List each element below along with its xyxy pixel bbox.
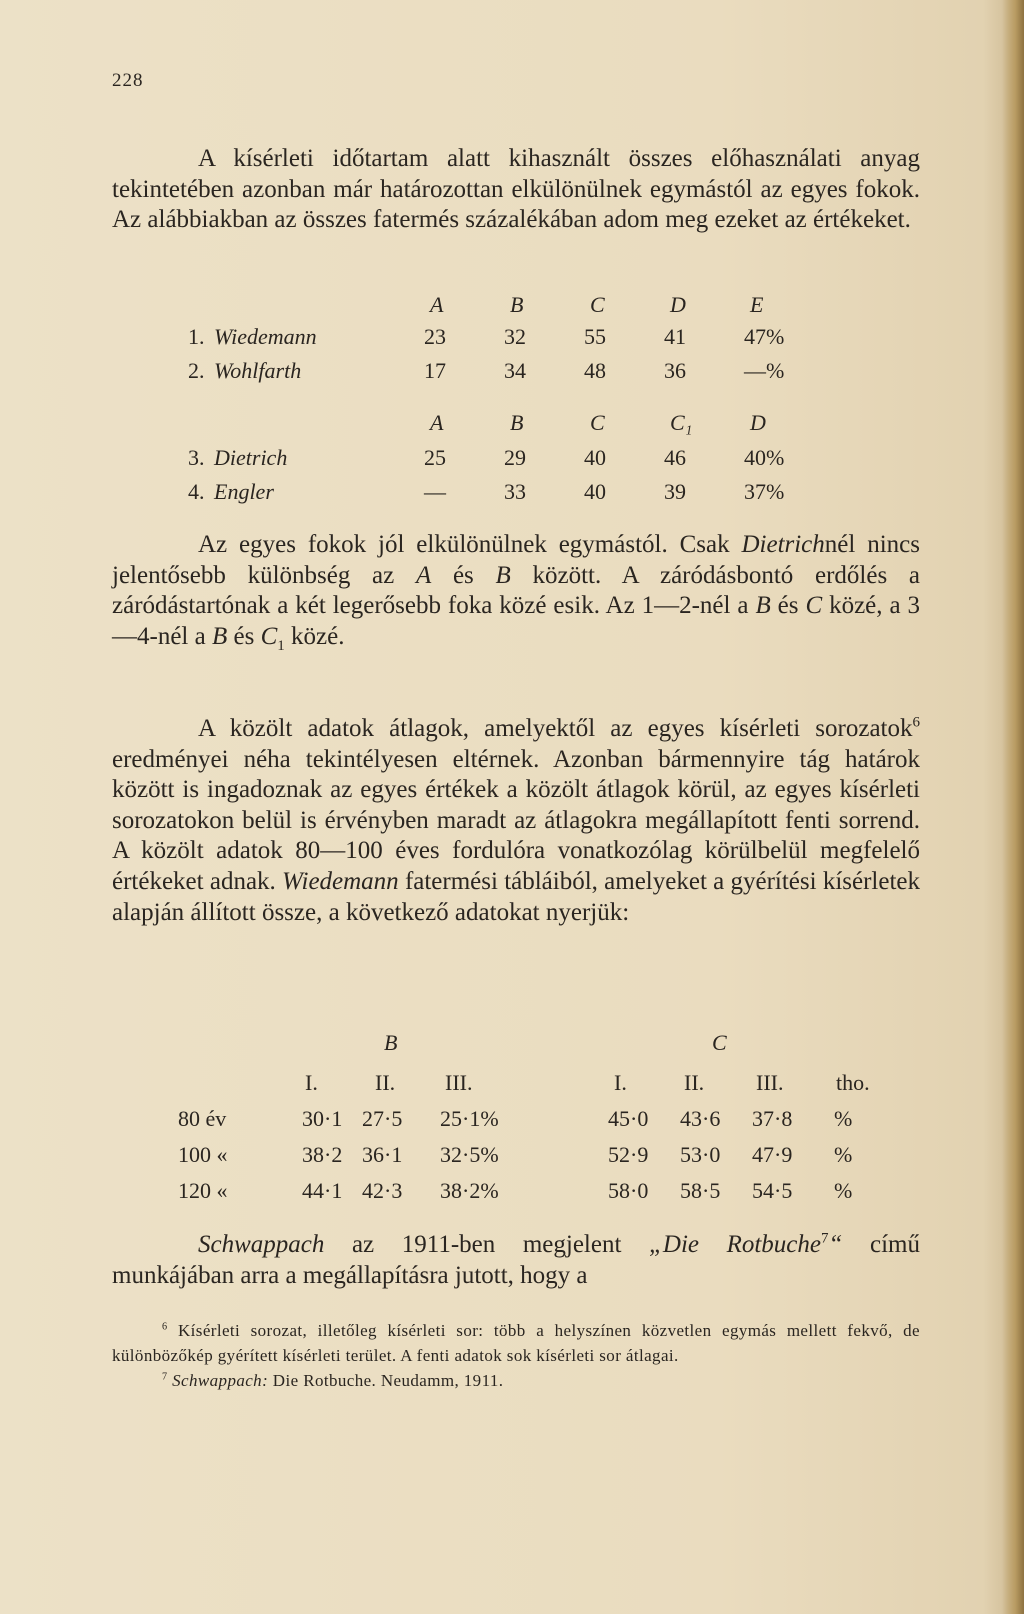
table-cell: —% [744,358,785,383]
book-title: „Die Rotbuche [649,1231,821,1258]
table-cell: 58·5 [680,1178,721,1203]
column-header: B [510,410,524,435]
row-author: Wohlfarth [214,358,302,383]
table-cell: 25·1% [440,1106,499,1131]
table-cell: 40 [584,445,606,470]
row-label: 100 « [178,1142,228,1167]
table-cell: 42·3 [362,1178,403,1203]
row-number: 3. [188,445,205,470]
table-cell: 44·1 [302,1178,343,1203]
column-header: C₁ [670,410,693,435]
table-cell: 38·2% [440,1178,499,1203]
author-dietrich: Dietrich [741,531,825,558]
column-header: tho. [836,1070,870,1095]
row-author: Engler [214,479,274,504]
table-cell: % [834,1142,853,1167]
table-cell: 46 [664,445,686,470]
row-label: 80 év [178,1106,227,1131]
table-cell: 54·5 [752,1178,793,1203]
intro-paragraph [112,144,920,236]
footnotes [112,1318,920,1393]
column-header: D [670,292,686,317]
table-cell: 37% [744,479,785,504]
paragraph-3: A közölt adatok átlagok, amelyektől az egyes kísérleti sorozatok$^6$ eredményei néha tekintélyesen eltérnek. Azonban bármennyire tág határok között is ingadoznak az egyes értékek a közölt átlagok körül, az egyes kísérleti sorozatokon belül is érvényben maradt az átlagokra megállapított fenti sorrend. A közölt adatok 80—100 éves fordulóra vonatkozólag körülbelül megfelelő értékeket adnak. Wiedemann fatermési tábláiból, amelyeket a gyérítési kísérletek alapján állított össze, a következő adatokat nyerjük: [112,714,921,926]
table-cell: 47·9 [752,1142,793,1167]
table-cell: 52·9 [608,1142,649,1167]
table-cell: 36 [664,358,686,383]
author-schwappach: Schwappach [198,1231,325,1258]
table-cell: 58·0 [608,1178,649,1203]
row-author: Dietrich [214,445,288,470]
table-cell: 43·6 [680,1106,721,1131]
footnote-ref-7: 7 [821,1230,829,1247]
table-cell: 34 [504,358,526,383]
column-header: C [590,410,605,435]
footnote-7: $^7$ Schwappach: Die Rotbuche. Neudamm, 1911. [162,1371,504,1390]
page-number: 228 [112,70,144,91]
page-edge-shadow [1002,0,1024,1614]
table-cell: % [834,1178,853,1203]
table-cell: 38·2 [302,1142,343,1167]
paragraph-4: Schwappach az 1911-ben megjelent „Die Rotbuche$^7$“ című munkájában arra a megállapításra jutott, hogy a [112,1230,920,1289]
paragraph-2: Az egyes fokok jól elkülönülnek egymástól. Csak Dietrichnél nincs jelentősebb különbség az A és B között. A záródásbontó erdőlés a záródástartónak a két legerősebb foka közé esik. Az 1—2-nél a B és C közé, a 3—4-nél a B és $C_1$ közé. [112,531,920,654]
footnote-ref-6: 6 [912,714,920,731]
table-cell: 45·0 [608,1106,649,1131]
table-cell: 41 [664,324,686,349]
group-header-c: C [712,1030,727,1055]
table-cell: 48 [584,358,606,383]
table-cell: % [834,1106,853,1131]
row-author: Wiedemann [214,324,317,349]
table-cell: 53·0 [680,1142,721,1167]
table-cell: 33 [504,479,526,504]
table-cell: 27·5 [362,1106,403,1131]
table-cell: 25 [424,445,446,470]
column-header: I. [614,1070,627,1095]
group-header-b: B [384,1030,398,1055]
table-cell: 40 [584,479,606,504]
row-label: 120 « [178,1178,228,1203]
table-cell: 37·8 [752,1106,793,1131]
column-header: E [750,292,764,317]
column-header: II. [375,1070,396,1095]
table-cell: 29 [504,445,526,470]
table-cell: 30·1 [302,1106,343,1131]
intro-text: A kísérleti időtartam alatt kihasznált összes előhasználati anyag tekintetében azonban már határozottan elkülönülnek egymástól az egyes fokok. Az alábbiakban az összes fatermés százalékában adom meg ezeket az értékeket. [112,145,920,234]
table-cell: 32 [504,324,526,349]
table-cell: — [424,479,446,504]
column-header: III. [445,1070,473,1095]
table-cell: 36·1 [362,1142,403,1167]
table-cell: 55 [584,324,606,349]
column-header: A [430,292,444,317]
table-cell: 17 [424,358,446,383]
author-wiedemann: Wiedemann [282,867,399,895]
column-header: III. [756,1070,784,1095]
row-number: 1. [188,324,205,349]
column-header: I. [305,1070,318,1095]
footnote-6: $^6$ Kísérleti sorozat, illetőleg kísérleti sor: több a helyszínen közvetlen egymás mellett fekvő, de különbözőkép gyérített kísérleti terület. A fenti adatok sok kísérleti sor átlagai. [112,1321,920,1365]
table-cell: 40% [744,445,785,470]
column-header: D [750,410,766,435]
table-cell: 47% [744,324,785,349]
table-cell: 39 [664,479,686,504]
row-number: 2. [188,358,205,383]
row-number: 4. [188,479,205,504]
column-header: A [430,410,444,435]
column-header: C [590,292,605,317]
table-cell: 32·5% [440,1142,499,1167]
column-header: II. [684,1070,705,1095]
table-cell: 23 [424,324,446,349]
column-header: B [510,292,524,317]
